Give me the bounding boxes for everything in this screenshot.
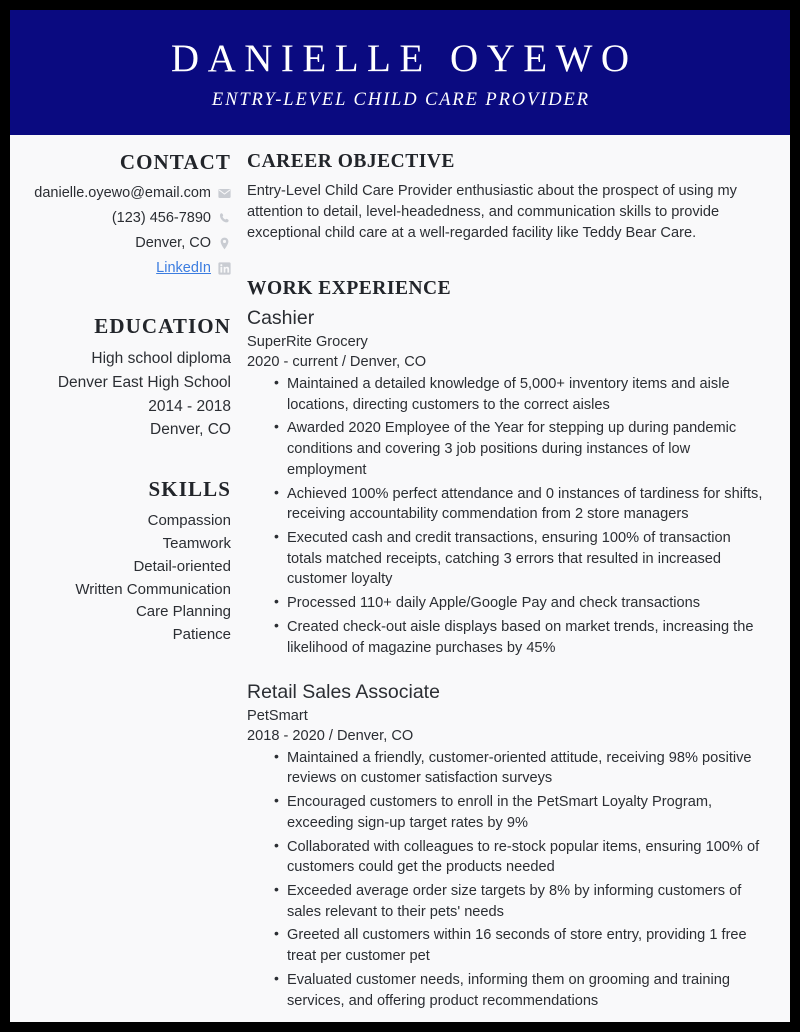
job-title: Retail Sales Associate xyxy=(247,681,440,704)
list-item: • Greeted all customers within 16 seconds of store entry, providing 1 free treat per customer pet xyxy=(274,925,768,966)
contact-heading: CONTACT xyxy=(119,150,231,174)
list-item: Care Planning xyxy=(135,603,231,621)
list-item: • Exceeded average order size targets by 8% by informing customers of sales relevant to their pets' needs xyxy=(274,881,768,922)
linkedin-icon[interactable] xyxy=(218,262,231,275)
work-experience-entry xyxy=(247,680,768,1011)
contact-list xyxy=(10,183,231,279)
job-company: PetSmart xyxy=(247,707,308,724)
linkedin-link[interactable]: LinkedIn xyxy=(156,260,211,277)
career-objective-heading: CAREER OBJECTIVE xyxy=(247,151,455,172)
map-pin-icon xyxy=(218,237,231,250)
job-dates: 2018 - 2020 xyxy=(247,728,325,745)
list-item: • Encouraged customers to enroll in the PetSmart Loyalty Program, exceeding sign-up target rates by 9% xyxy=(274,792,768,833)
skills-heading: SKILLS xyxy=(148,477,231,502)
list-item: High school diploma xyxy=(91,350,231,368)
page-title: DANIELLE OYEWO xyxy=(170,36,638,80)
contact-item-linkedin[interactable] xyxy=(10,258,231,279)
phone-icon xyxy=(218,212,231,225)
list-item: Denver, CO xyxy=(150,421,231,439)
list-item: Teamwork xyxy=(162,534,231,552)
list-item: Denver East High School xyxy=(57,373,231,391)
skills-list xyxy=(10,510,231,647)
header-subtitle: ENTRY-LEVEL CHILD CARE PROVIDER xyxy=(211,89,590,110)
list-item: Written Communication xyxy=(75,580,231,598)
education-list xyxy=(10,347,231,442)
job-meta xyxy=(247,352,768,372)
job-meta-separator: / xyxy=(328,728,333,745)
list-item: • Executed cash and credit transactions, ensuring 100% of transaction totals matched receipts, catching 3 errors that resulted in increased customer loyalty xyxy=(274,528,768,590)
career-objective-text: Entry-Level Child Care Provider enthusiastic about the prospect of using my attention to detail, level-headedness, and communication skills to provide exceptional child care at a well-regarded facility like Teddy Bear Care. xyxy=(247,183,737,242)
job-meta xyxy=(247,726,768,746)
list-item: • Processed 110+ daily Apple/Google Pay and check transactions xyxy=(274,593,768,614)
list-item: • Achieved 100% perfect attendance and 0 instances of tardiness for shifts, receiving accountability commendation from 2 store managers xyxy=(274,484,768,525)
list-item: • Awarded 2020 Employee of the Year for stepping up during pandemic conditions and covering 3 job positions during instances of low employment xyxy=(274,418,768,480)
work-experience-heading: WORK EXPERIENCE xyxy=(247,278,452,300)
job-location: Denver, CO xyxy=(336,728,414,745)
phone-text: (123) 456-7890 xyxy=(111,210,211,227)
list-item: • Evaluated customer needs, informing them on grooming and training services, and offering product recommendations xyxy=(274,970,768,1011)
list-item: • Maintained a friendly, customer-oriented attitude, receiving 98% positive reviews on customer satisfaction surveys xyxy=(274,748,768,789)
resume-header xyxy=(10,10,790,135)
work-experience-entry xyxy=(247,306,768,658)
contact-item-location xyxy=(10,233,231,254)
envelope-icon xyxy=(218,187,231,200)
job-location: Denver, CO xyxy=(349,354,427,371)
resume-body xyxy=(10,135,790,1015)
resume-page xyxy=(10,10,790,1022)
list-item: Compassion xyxy=(147,512,231,530)
job-title: Cashier xyxy=(247,307,315,330)
list-item: • Maintained a detailed knowledge of 5,000+ inventory items and aisle locations, directing customers to the correct aisles xyxy=(274,374,768,415)
sidebar xyxy=(10,151,243,647)
contact-item-email xyxy=(10,183,231,204)
main-column xyxy=(243,151,790,1015)
job-meta-separator: / xyxy=(341,354,346,371)
list-item: • Created check-out aisle displays based on market trends, increasing the likelihood of magazine purchases by 45% xyxy=(274,617,768,658)
list-item: Detail-oriented xyxy=(133,557,231,575)
list-item: • Collaborated with colleagues to re-stock popular items, ensuring 100% of customers could get the products needed xyxy=(274,837,768,878)
email-text: danielle.oyewo@email.com xyxy=(34,185,211,202)
location-text: Denver, CO xyxy=(135,235,211,252)
list-item: 2014 - 2018 xyxy=(148,397,231,415)
education-heading: EDUCATION xyxy=(94,314,231,339)
contact-item-phone xyxy=(10,208,231,229)
job-company: SuperRite Grocery xyxy=(247,333,368,350)
job-dates: 2020 - current xyxy=(247,354,338,371)
job-bullets xyxy=(247,374,768,658)
list-item: Patience xyxy=(172,626,231,644)
job-bullets xyxy=(247,748,768,1012)
